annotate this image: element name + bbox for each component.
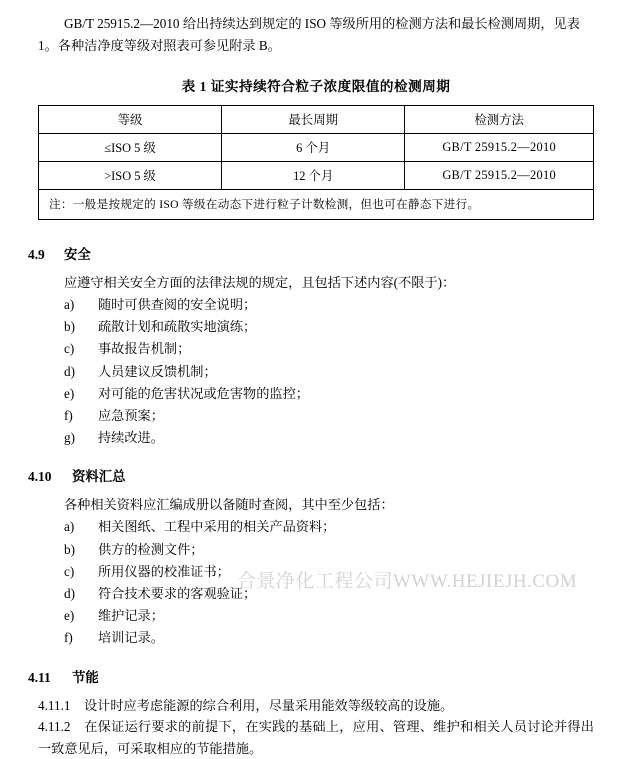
list-item [64, 627, 632, 649]
list-item-label: d) [64, 363, 75, 379]
list-item [64, 539, 632, 561]
list-item [64, 383, 632, 405]
watermark: 合景净化工程公司WWW.HEJIEJH.COM [237, 571, 578, 592]
intro-paragraph: GB/T 25915.2—2010 给出持续达到规定的 ISO 等级所用的检测方法和最长检测周期，见表 1。各种洁净度等级对照表可参见附录 B。 [38, 16, 580, 53]
section-title: 安全 [64, 247, 91, 262]
list-item-label: f) [64, 408, 73, 424]
list-item [64, 361, 632, 383]
list-item-label: e) [64, 385, 75, 401]
list-item-label: b) [64, 319, 75, 335]
paragraph-number: 4.11.2 [38, 719, 71, 735]
section-4-9-lead: 应遵守相关安全方面的法律法规的规定，且包括下述内容(不限于)： [64, 275, 456, 290]
section-heading-4-11 [28, 667, 632, 686]
list-item-label: f) [64, 630, 73, 646]
list-item-text: 疏散计划和疏散实地演练； [98, 319, 257, 335]
list-item [64, 516, 632, 538]
table-header-cell-method: 检测方法 [405, 106, 594, 134]
list-item-label: a) [64, 297, 75, 312]
list-item [64, 294, 632, 316]
table-header-row [39, 106, 594, 134]
list-item [64, 316, 632, 338]
list-item-text: 随时可供查阅的安全说明； [98, 297, 257, 312]
table-cell-method: GB/T 25915.2—2010 [405, 134, 594, 162]
section-title: 资料汇总 [72, 469, 126, 485]
list-item-label: c) [64, 563, 75, 579]
section-number: 4.11 [28, 669, 51, 685]
list-item-label: c) [64, 341, 75, 357]
table-note: 注：一般是按规定的 ISO 等级在动态下进行粒子计数检测，但也可在静态下进行。 [39, 190, 594, 220]
detection-cycle-table [38, 105, 594, 220]
list-item-text: 维护记录； [98, 608, 164, 624]
list-item-label: g) [64, 430, 75, 446]
table-header-cell-period: 最长周期 [222, 106, 405, 134]
table-cell-period: 12 个月 [222, 162, 405, 190]
section-title: 节能 [72, 669, 99, 685]
section-4-10-lead: 各种相关资料应汇编成册以备随时查阅，其中至少包括： [64, 497, 394, 513]
section-4-10-list [0, 516, 632, 649]
table-caption: 表 1 证实持续符合粒子浓度限值的检测周期 [181, 79, 451, 94]
table-cell-grade: >ISO 5 级 [39, 162, 222, 190]
paragraph-number: 4.11.1 [38, 697, 71, 713]
list-item [64, 427, 632, 449]
list-item-text: 持续改进。 [98, 430, 164, 446]
table-note-row [39, 190, 594, 220]
list-item [64, 405, 632, 427]
list-item-text: 事故报告机制； [98, 341, 191, 357]
table-row [39, 134, 594, 162]
list-item-label: b) [64, 541, 75, 557]
list-item-text: 符合技术要求的客观验证； [98, 586, 257, 602]
table-cell-method: GB/T 25915.2—2010 [405, 162, 594, 190]
section-heading-4-9 [28, 244, 632, 263]
list-item-text: 培训记录。 [98, 630, 164, 646]
section-number: 4.10 [28, 469, 52, 485]
list-item-text: 所用仪器的校准证书； [98, 563, 230, 579]
paragraph-text: 设计时应考虑能源的综合利用，尽量采用能效等级较高的设施。 [84, 697, 454, 713]
table-cell-period: 6 个月 [222, 134, 405, 162]
list-item [64, 605, 632, 627]
list-item-text: 人员建议反馈机制； [98, 363, 217, 379]
table-cell-grade: ≤ISO 5 级 [39, 134, 222, 162]
list-item-label: d) [64, 586, 75, 602]
table-row [39, 162, 594, 190]
list-item-label: e) [64, 608, 75, 624]
list-item [64, 561, 632, 583]
table-header-cell-grade: 等级 [39, 106, 222, 134]
section-heading-4-10 [28, 466, 632, 485]
list-item-text: 应急预案； [98, 408, 164, 424]
paragraph-4-11-2 [38, 716, 594, 759]
list-item [64, 338, 632, 360]
paragraph-text: 在保证运行要求的前提下，在实践的基础上，应用、管理、维护和相关人员讨论并得出一致意见后，可采取相应的节能措施。 [38, 719, 594, 756]
list-item-text: 供方的检测文件； [98, 541, 204, 557]
section-4-9-list [0, 294, 632, 449]
list-item [64, 583, 632, 605]
list-item-label: a) [64, 519, 75, 535]
list-item-text: 相关图纸、工程中采用的相关产品资料； [98, 519, 336, 535]
list-item-text: 对可能的危害状况或危害物的监控； [98, 385, 309, 401]
section-number: 4.9 [28, 247, 45, 262]
